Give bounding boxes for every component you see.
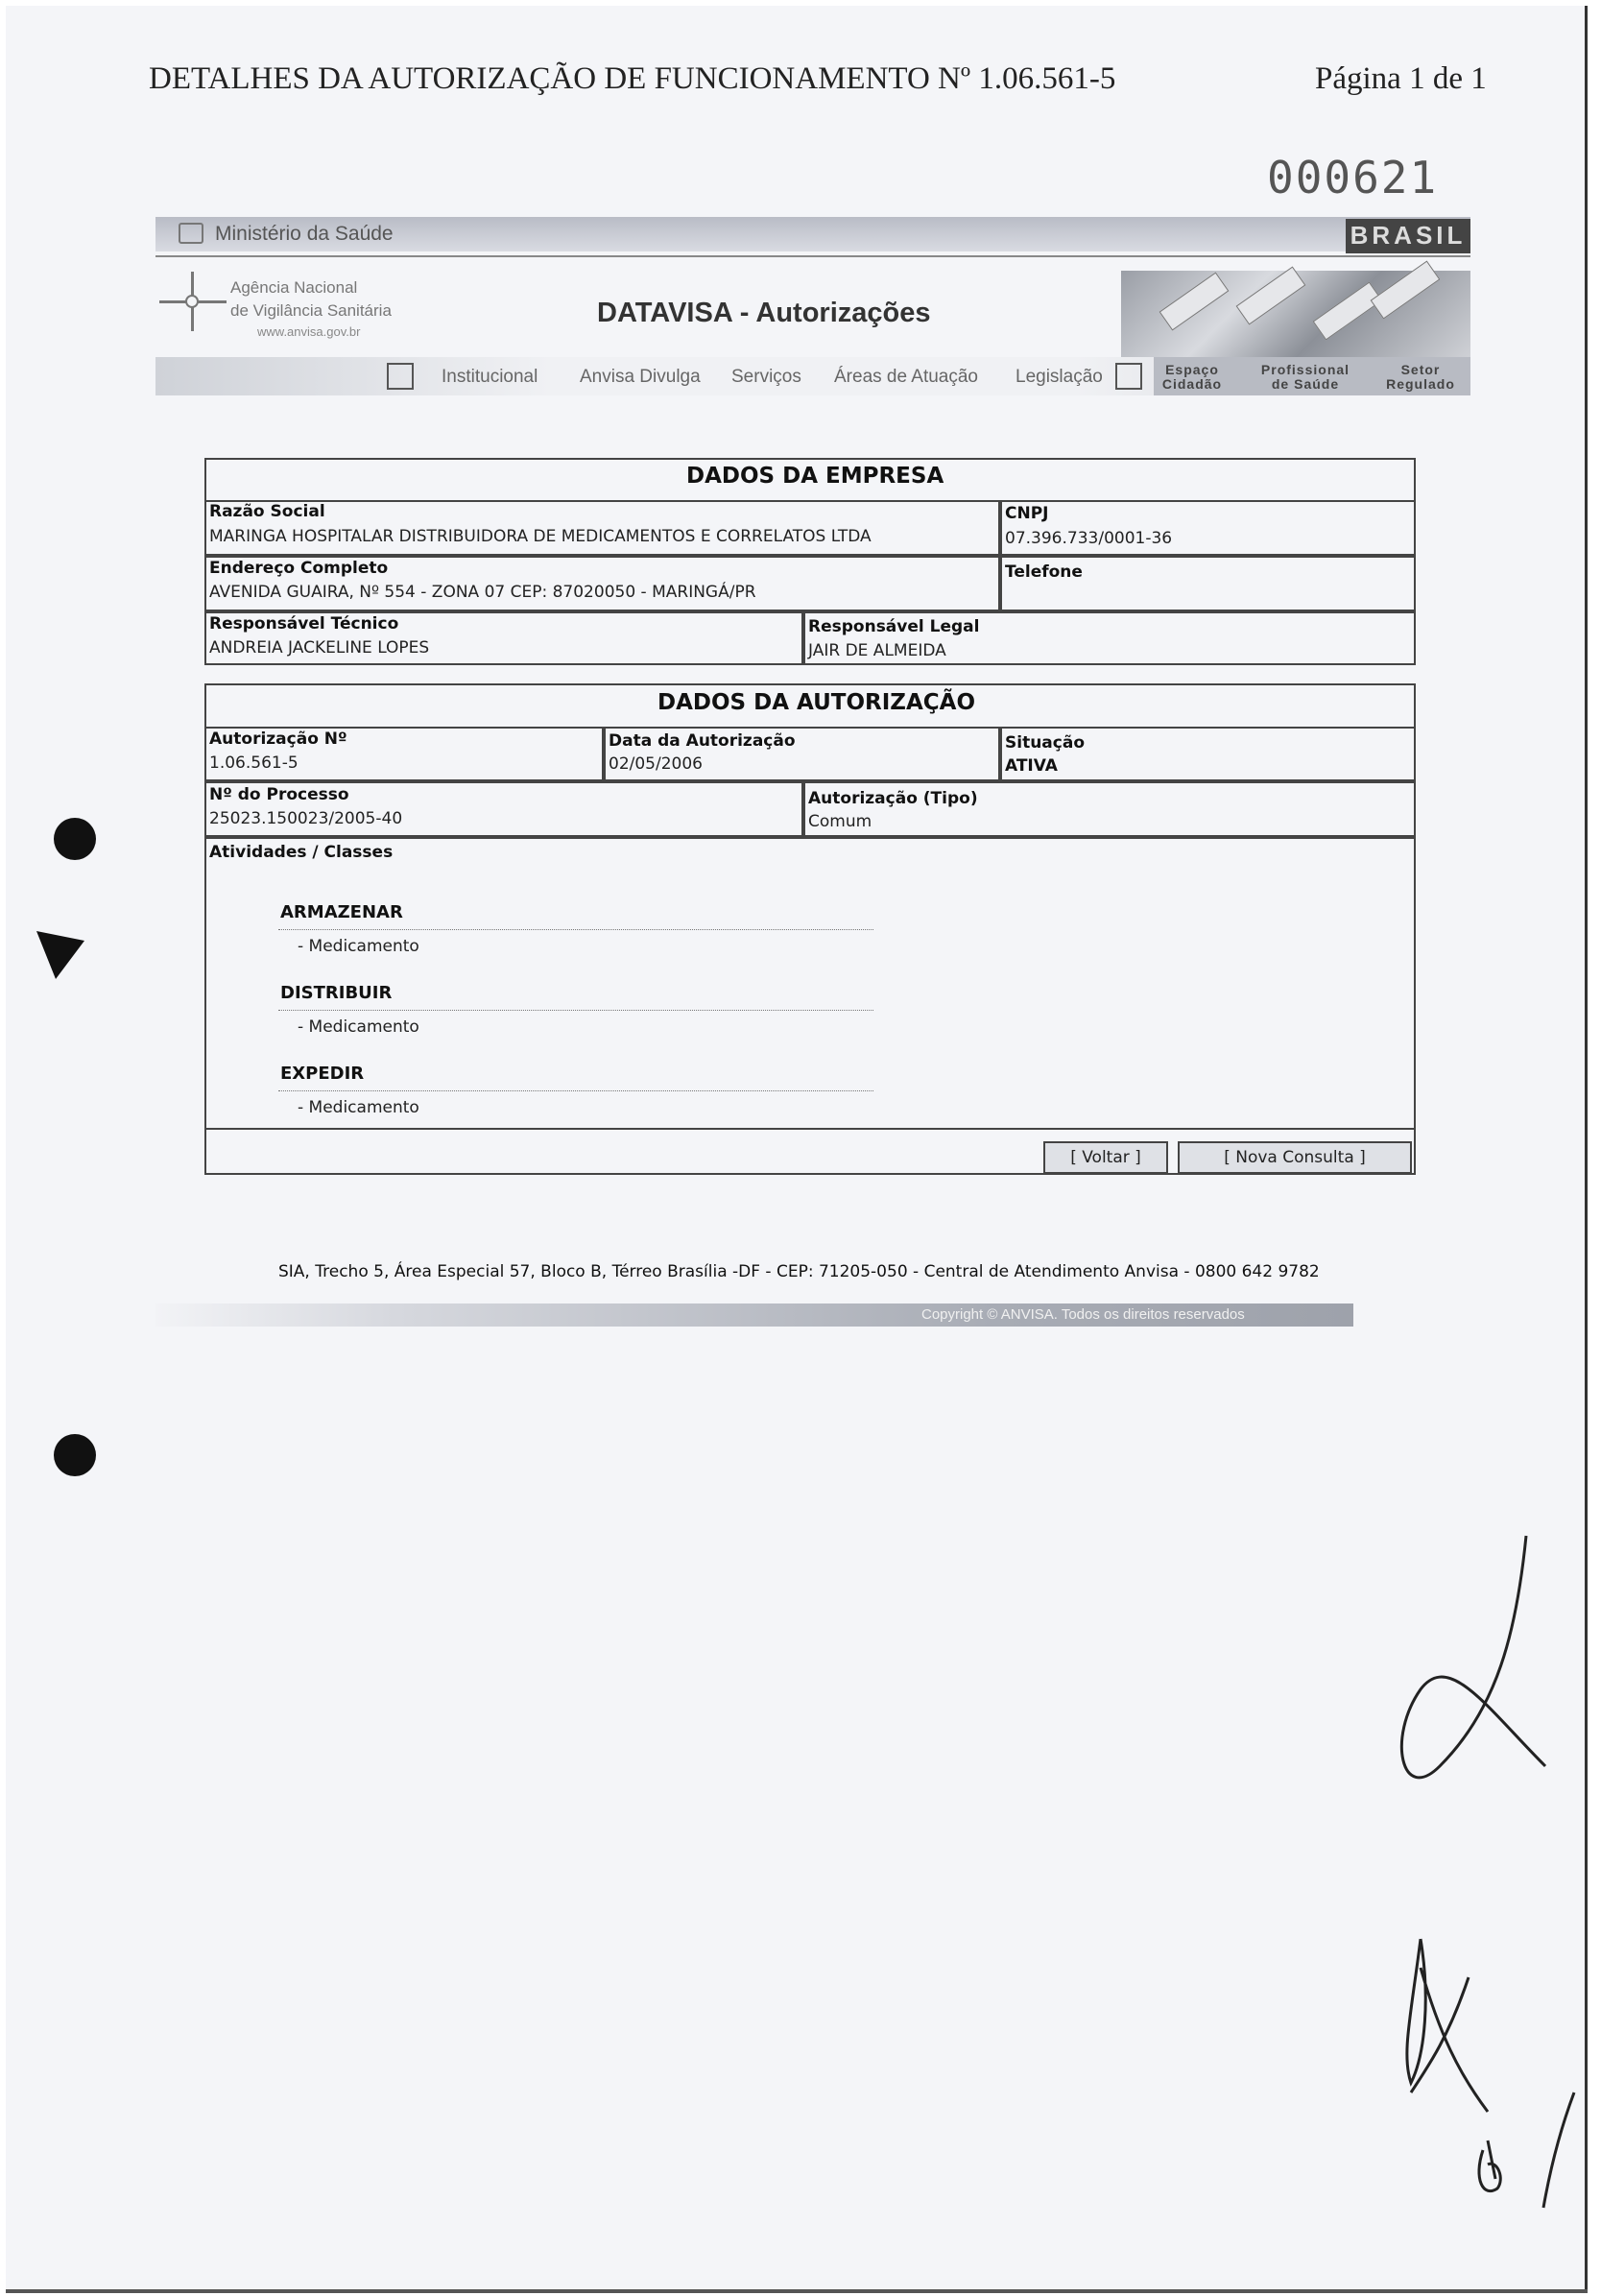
nav-institucional[interactable]: Institucional [442,367,538,387]
situacao-label: Situação [1005,733,1085,753]
nav-setor-l1: Setor [1400,362,1441,377]
nav-espaco-cidadao[interactable] [1154,363,1231,392]
autorizacao-data-value: 02/05/2006 [609,754,703,774]
tipo-label: Autorização (Tipo) [808,789,978,808]
resp-tecnico-value: ANDREIA JACKELINE LOPES [209,638,430,658]
paper-edge [6,2289,1588,2293]
autorizacao-section-title: DADOS DA AUTORIZAÇÃO [657,690,975,715]
resp-tecnico-label: Responsável Técnico [209,614,399,634]
processo-label: Nº do Processo [209,785,349,804]
atividade-distribuir-item: - Medicamento [298,1017,419,1037]
atividade-expedir: EXPEDIR [280,1064,365,1084]
razao-social-value: MARINGA HOSPITALAR DISTRIBUIDORA DE MEDICAMENTOS E CORRELATOS LTDA [209,527,872,546]
atividade-armazenar-item: - Medicamento [298,937,419,956]
cnpj-value: 07.396.733/0001-36 [1005,529,1173,548]
autorizacao-data-label: Data da Autorização [609,731,796,751]
atividade-armazenar: ARMAZENAR [280,902,403,922]
page-indicator: Página 1 de 1 [1315,61,1487,96]
ministry-label: Ministério da Saúde [215,223,394,245]
nav-marker-icon [387,363,414,390]
nav-legislacao[interactable]: Legislação [1016,367,1103,387]
autorizacao-numero-label: Autorização Nº [209,729,347,749]
punch-hole [54,818,96,860]
brasil-logo [1346,219,1470,253]
atividades-label: Atividades / Classes [209,843,394,862]
nav-espaco-cidadao-l2: Cidadão [1161,376,1223,392]
brasil-logo-text: BRASIL [1350,221,1467,250]
nav-setor-regulado[interactable] [1373,363,1469,392]
resp-legal-value: JAIR DE ALMEIDA [808,641,946,660]
autorizacao-numero-value: 1.06.561-5 [209,753,299,773]
handwritten-signatures [1382,1517,1593,2265]
anvisa-url[interactable]: www.anvisa.gov.br [257,324,361,339]
atividade-distribuir: DISTRIBUIR [280,983,393,1003]
empresa-section-title: DADOS DA EMPRESA [686,464,944,489]
keyboard-banner-image [1121,271,1470,357]
nav-servicos[interactable]: Serviços [731,367,801,387]
nav-profissional-de-saude[interactable] [1248,363,1363,392]
atividade-divider [278,1010,873,1011]
situacao-value: ATIVA [1005,756,1058,776]
endereco-value: AVENIDA GUAIRA, Nº 554 - ZONA 07 CEP: 87020050 - MARINGÁ/PR [209,583,756,602]
document-title: DETALHES DA AUTORIZAÇÃO DE FUNCIONAMENTO Nº 1.06.561-5 [149,61,1116,96]
anvisa-name[interactable] [230,276,392,323]
nav-anvisa-divulga[interactable]: Anvisa Divulga [580,367,701,387]
atividade-expedir-item: - Medicamento [298,1098,419,1117]
voltar-button[interactable]: [ Voltar ] [1043,1141,1168,1174]
anvisa-logo-icon[interactable] [159,272,227,333]
atividade-divider [278,929,873,930]
copyright-text: Copyright © ANVISA. Todos os direitos reservados [921,1306,1245,1323]
anvisa-name-line1: Agência Nacional [230,278,358,297]
nav-setor-l2: Regulado [1386,376,1455,392]
nav-espaco-cidadao-l1: Espaço [1165,362,1219,377]
nav-profissional-l2: de Saúde [1271,376,1340,392]
telefone-label: Telefone [1005,562,1083,582]
tipo-value: Comum [808,812,872,831]
endereco-label: Endereço Completo [209,559,389,578]
resp-legal-label: Responsável Legal [808,617,980,636]
razao-social-label: Razão Social [209,502,325,521]
header-divider [155,255,1470,257]
paper-tear-mark [27,912,94,989]
processo-value: 25023.150023/2005-40 [209,809,403,828]
nav-portal-marker-icon [1115,363,1142,390]
nav-areas-de-atuacao[interactable]: Áreas de Atuação [834,367,978,387]
footer-address: SIA, Trecho 5, Área Especial 57, Bloco B, Térreo Brasília -DF - CEP: 71205-050 - Central de Atendimento Anvisa - 0800 642 9782 [278,1262,1320,1281]
atividade-divider [278,1090,873,1091]
app-title: DATAVISA - Autorizações [597,298,931,328]
punch-hole [54,1434,96,1476]
cnpj-label: CNPJ [1005,504,1049,523]
nav-profissional-l1: Profissional [1260,362,1350,377]
nova-consulta-button[interactable]: [ Nova Consulta ] [1178,1141,1412,1174]
page-stamp-number: 000621 [1267,152,1439,203]
anvisa-name-line2: de Vigilância Sanitária [230,301,392,320]
ministry-icon [179,223,203,244]
